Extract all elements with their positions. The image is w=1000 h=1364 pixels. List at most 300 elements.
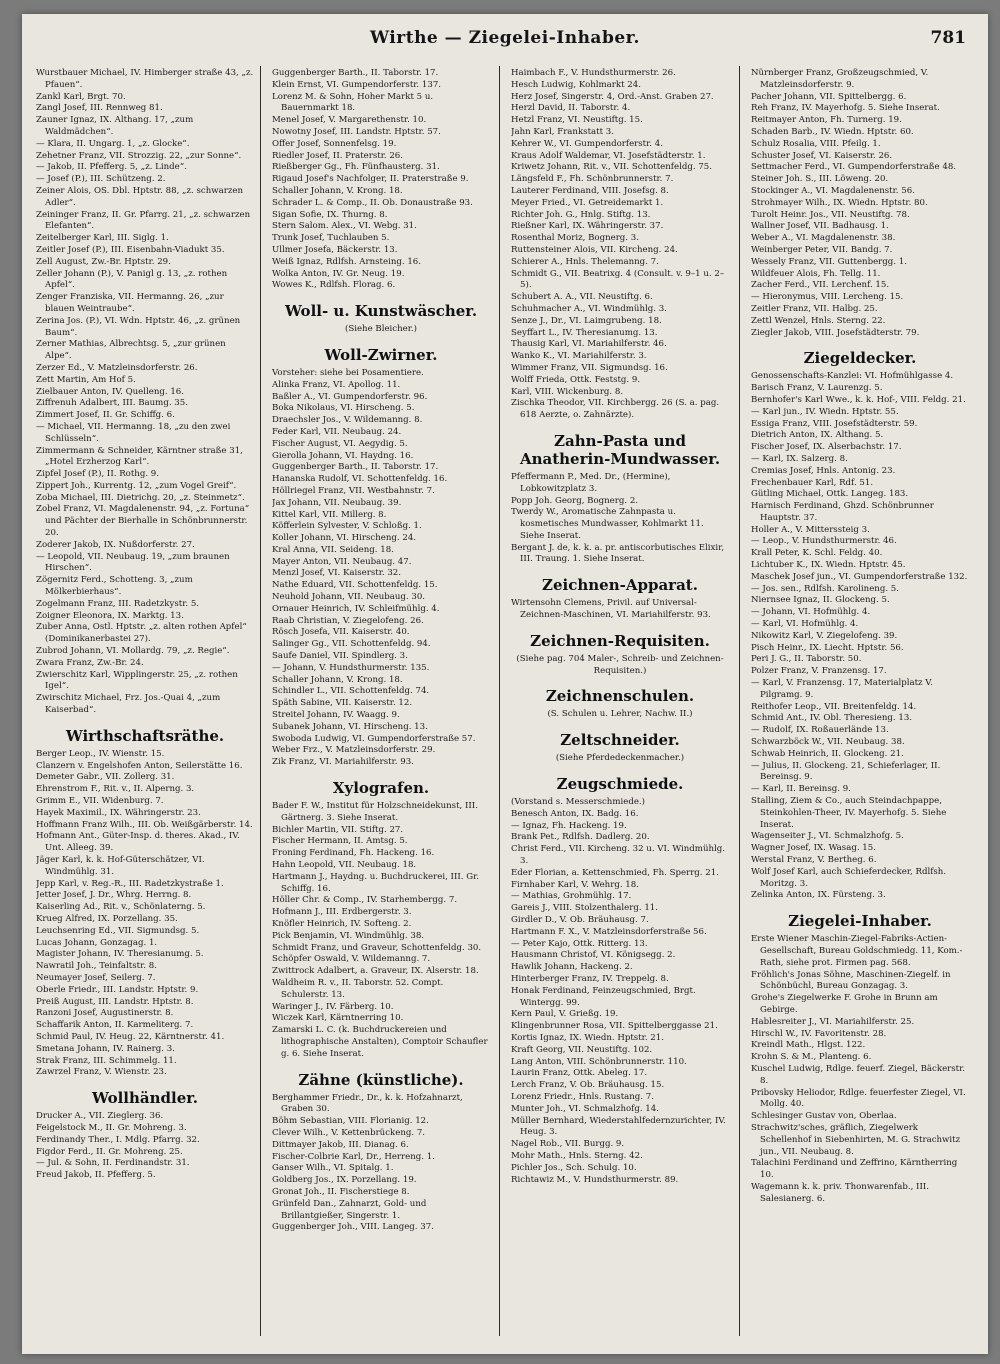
directory-entry: Twerdy W., Aromatische Zahnpasta u. kosmetisches Mundwasser, Kohlmarkt 11. Siehe Inserat. [511,507,704,541]
directory-entry: Strachwitz'sches, gräflich, Ziegelwerk Schellenhof in Siebenhirten, M. G. Strachwitz jun., VII. Neubaug. 8. [751,1122,961,1157]
section-heading: Wollhändler. [91,1089,199,1108]
directory-entry: Zamarski L. C. (k. Buchdruckereien und lithographische Anstalten), Comptoir Schaufler g. 6. Siehe Inserat. [272,1025,488,1059]
directory-entry: Maschek Josef jun., VI. Gumpendorferstraße 132. [751,571,968,582]
section-note: (Siehe Pferdedeckenmacher.) [555,753,685,764]
directory-entry: Zeininger Franz, II. Gr. Pfarrg. 21, „z. schwarzen Elefanten“. [36,209,251,232]
directory-entry: Freud Jakob, II. Pfefferg. 5. [36,1170,156,1181]
directory-entry: Zuber Anna, Ostl. Hptstr. „z. alten rothen Apfel“ (Dominikanerbastei 27). [36,622,247,645]
directory-entry: Zipfel Josef (P.), II. Rothg. 9. [36,469,159,480]
directory-entry: Jax Johann, VII. Neubaug. 39. [272,497,402,508]
directory-entry: Mayer Anton, VII. Neubaug. 47. [272,556,412,567]
directory-entry: — Karl, VI. Hofmühlg. 4. [751,619,859,630]
directory-entry: Meyer Fried., VI. Getreidemarkt 1. [511,197,664,208]
directory-entry: Reithofer Leop., VII. Breitenfeldg. 14. [751,701,917,712]
directory-entry: Riedler Josef, II. Praterstr. 26. [272,150,404,161]
section-heading: Xylografen. [332,779,430,798]
directory-entry: Schmidt Franz, und Graveur, Schottenfeldg. 30. [272,942,482,953]
directory-entry: Waldheim R. v., II. Taborstr. 52. Compt. Schulerstr. 13. [272,977,444,1000]
directory-entry: Harnisch Ferdinand, Ghzd. Schönbrunner Hauptstr. 37. [751,501,934,523]
directory-entry: Waringer J., IV. Färberg. 10. [272,1001,394,1012]
directory-entry: Kaiserling Ad., Rit. v., Schönlaterng. 5. [36,902,206,913]
directory-entry: Krueg Alfred, IX. Porzellang. 35. [36,913,178,924]
directory-entry: Zeiner Alois, OS. Dbl. Hptstr. 88, „z. schwarzen Adler“. [36,185,243,208]
directory-entry: — Michael, VII. Hermanng. 18, „zu den zwei Schlüsseln“. [36,421,231,444]
directory-entry: Hesch Ludwig, Kohlmarkt 24. [511,79,641,90]
directory-entry: — Ignaz, Fh. Hackeng. 19. [511,820,627,831]
directory-entry: Wagenseiter J., VI. Schmalzhofg. 5. [751,831,904,842]
directory-entry: Kriwetz Johann, Rit. v., VII. Schottenfeldg. 75. [511,162,712,173]
directory-entry: Berger Leop., IV. Wienstr. 15. [36,748,165,759]
section-note: (S. Schulen u. Lehrer, Nachw. II.) [547,709,693,720]
directory-entry: Hirschl W., IV. Favoritenstr. 28. [751,1028,887,1039]
directory-entry: Zeitelberger Karl, III. Siglg. 1. [36,233,169,244]
directory-entry: Kuschel Ludwig, Rdlge. feuerf. Ziegel, Bäckerstr. 8. [751,1063,966,1086]
directory-entry: Guggenberger Joh., VIII. Langeg. 37. [272,1222,434,1233]
directory-entry: Bernhofer's Karl Wwe., k. k. Hof-, VIII. Feldg. 21. [751,394,966,405]
directory-entry: Genossenschafts-Kanzlei: VI. Hofmühlgasse 4. [751,371,954,382]
directory-entry: Richter Joh. G., Hnlg. Stiftg. 13. [511,209,651,220]
directory-entry: Hofmann Ant., Güter-Insp. d. theres. Akad., IV. Unt. Alleeg. 39. [36,831,240,854]
directory-entry: Zerner Mathias, Albrechtsg. 5, „zur grünen Alpe“. [36,339,226,362]
directory-entry: Lorenz Friedr., Hnls. Rustang. 7. [511,1091,654,1102]
directory-entry: Zimmert Josef, II. Gr. Schiffg. 6. [36,410,175,421]
directory-entry: Hananska Rudolf, VI. Schottenfeldg. 16. [272,474,448,485]
directory-entry: Wurstbauer Michael, IV. Himberger straße 43, „z. Pfauen“. [36,68,254,90]
running-title: Wirthe — Ziegelei-Inhaber. [370,28,640,48]
directory-entry: Ziegler Jakob, VIII. Josefstädterstr. 79. [751,327,920,338]
directory-entry: Zogelmann Franz, III. Radetzkystr. 5. [36,598,200,609]
directory-entry: Haimbach F., V. Hundsthurmerstr. 26. [511,68,676,78]
directory-entry: Klingenbrunner Rosa, VII. Spittelberggasse 21. [511,1021,718,1032]
directory-entry: Zacher Ferd., VII. Lerchenf. 15. [751,280,890,291]
directory-entry: Kraus Adolf Waldemar, VI. Josefstädterstr. 1. [511,150,706,161]
directory-entry: Wolff Frieda, Ottk. Feststg. 9. [511,374,641,385]
directory-entry: Rießner Karl, IX. Währingerstr. 37. [511,221,664,232]
directory-entry: Zeller Johann (P.), V. Panigl g. 13, „z. rothen Apfel“. [36,268,228,291]
directory-entry: — Karl, II. Bereinsg. 9. [751,784,851,795]
directory-entry: Wessely Franz, VII. Guttenbergg. 1. [751,256,907,267]
directory-entry: — Jos. sen., Rdlfsh. Karolineng. 5. [751,583,899,594]
directory-entry: Hoffmann Franz Wilh., III. Ob. Weißgärberstr. 14. [36,819,253,830]
directory-entry: Goldberg Jos., IX. Porzellang. 19. [272,1175,417,1186]
directory-entry: Schmid Paul, IV. Heug. 22, Kärntnerstr. 41. [36,1031,225,1042]
directory-entry: Dittmayer Jakob, III. Dianag. 6. [272,1139,409,1150]
directory-entry: — Karl, IX. Salzerg. 8. [751,453,848,464]
directory-entry: Hausmann Christof, VI. Königsegg. 2. [511,950,676,961]
directory-entry: Subanek Johann, VI. Hirscheng. 13. [272,721,428,732]
directory-entry: Drucker A., VII. Zieglerg. 36. [36,1111,164,1122]
directory-entry: Zimmermann & Schneider, Kärntner straße 31, „Hotel Erzherzog Karl“. [36,445,243,468]
directory-entry: Späth Sabine, VII. Kaiserstr. 12. [272,698,413,709]
directory-entry: Raab Christian, V. Ziegelofeng. 26. [272,615,424,626]
directory-entry: Höller Chr. & Comp., IV. Starhembergg. 7. [272,895,458,906]
section-heading: Zahn-Pasta und Anatherin-Mundwasser. [519,431,721,468]
directory-entry: Sigan Sofie, IX. Thurng. 8. [272,209,388,220]
directory-entry: Nathe Eduard, VII. Schottenfeldg. 15. [272,580,438,591]
directory-entry: Seyffart L., IV. Theresianumg. 13. [511,327,658,338]
directory-entry: Clanzern v. Engelshofen Anton, Seilerstätte 16. [36,760,243,771]
directory-entry: Gütling Michael, Ottk. Langeg. 183. [751,489,909,500]
directory-entry: Vorsteher: siehe bei Posamentiere. [272,367,424,378]
directory-entry: Kortis Ignaz, IX. Wiedn. Hptstr. 21. [511,1033,664,1043]
directory-entry: Dietrich Anton, IX. Althang. 5. [751,430,884,441]
directory-entry: Zawrzel Franz, V. Wienstr. 23. [36,1067,167,1078]
directory-entry: Leuchsenring Ed., VII. Sigmundsg. 5. [36,925,200,936]
column-4 [751,68,969,1346]
directory-entry: Schmid Ant., IV. Obl. Theresieng. 13. [751,713,913,724]
section-heading: Ziegelei-Inhaber. [788,912,932,931]
directory-entry: Zwierschitz Karl, Wipplingerstr. 25, „z. rothen Igel“. [36,669,238,692]
directory-entry: Feigelstock M., II. Gr. Mohreng. 3. [36,1122,187,1133]
directory-entry: Knöfler Heinrich, IV. Softeng. 2. [272,919,412,929]
directory-entry: Oberle Friedr., III. Landstr. Hptstr. 9. [36,984,199,995]
directory-entry: — Rudolf, IX. Roßauerlände 13. [751,725,889,736]
directory-entry: Wanko K., VI. Mariahilferstr. 3. [511,351,647,362]
directory-entry: Köfferlein Sylvester, V. Schloßg. 1. [272,521,422,532]
directory-entry: Figdor Ferd., II. Gr. Mohreng. 25. [36,1146,183,1157]
directory-entry: Lorenz M. & Sohn, Hoher Markt 5 u. Bauernmarkt 18. [272,91,434,114]
directory-entry: Hofmann J., III. Erdbergerstr. 3. [272,907,412,918]
directory-entry: Müller Bernhard, Wiederstahlfedernzurichter, IV. Heug. 3. [511,1115,726,1138]
directory-entry: Schöpfer Oswald, V. Wildemanng. 7. [272,954,431,965]
directory-entry: Wiczek Karl, Kärntnerring 10. [272,1013,404,1024]
directory-entry: Salinger Gg., VII. Schottenfeldg. 94. [272,639,431,650]
directory-entry: Richtawiz M., V. Hundsthurmerstr. 89. [511,1174,679,1185]
column-divider [499,66,500,1336]
column-divider [739,66,740,1336]
section-heading: Zeichnenschulen. [545,687,695,706]
directory-entry: Pfeffermann P., Med. Dr., (Hermine), Lobkowitzplatz 3. [511,471,671,494]
directory-entry: Trunk Josef, Tuchlauben 5. [272,233,390,244]
directory-entry: Zubrod Johann, VI. Mollardg. 79, „z. Regie“. [36,646,230,657]
directory-entry: Zobel Franz, VI. Magdalenenstr. 94, „z. Fortuna“ und Pächter der Bierhalle in Schönbrunnerstr. 20. [36,504,250,539]
section-heading: Zeichnen-Apparat. [542,576,698,595]
directory-entry: Kehrer W., VI. Gumpendorferstr. 4. [511,138,663,149]
directory-entry: Smetana Johann, IV. Rainerg. 3. [36,1043,175,1054]
directory-entry: Bergant J. de, k. k. a. pr. antiscorbutisches Elixir, III. Traung. 1. Siehe Inserat. [511,542,725,565]
directory-entry: Wowes K., Rdlfsh. Florag. 6. [272,280,396,291]
directory-entry: Grohe's Ziegelwerke F. Grohe in Brunn am Gebirge. [751,993,938,1015]
directory-entry: Ranzoni Josef, Augustinerstr. 8. [36,1008,174,1019]
directory-entry: Rießberger Gg., Fh. Fünfhausterg. 31. [272,162,440,173]
directory-entry: Stockinger A., VI. Magdalenenstr. 56. [751,185,915,196]
directory-entry: Ziffrenuh Adalbert, III. Baumg. 35. [36,398,188,409]
directory-entry: Schuster Josef, VI. Kaiserstr. 26. [751,150,893,161]
directory-entry: Karl, VIII. Wickenburg. 8. [511,386,624,397]
directory-entry: Zögernitz Ferd., Schotteng. 3, „zum Mölkerbierhaus“. [36,575,193,598]
directory-entry: Pisch Heinr., IX. Liecht. Hptstr. 56. [751,642,904,653]
directory-entry: Jepp Karl, v. Reg.-R., III. Radetzkystraße 1. [36,878,224,889]
directory-entry: Wolka Anton, IV. Gr. Neug. 19. [272,268,405,279]
directory-entry: Nawratil Joh., Teinfaltstr. 8. [36,961,157,972]
directory-entry: — Johann, V. Hundsthurmerstr. 135. [272,662,430,673]
directory-entry: Lauterer Ferdinand, VIII. Josefsg. 8. [511,185,669,196]
directory-entry: — Josef (P.), III. Schützeng. 2. [36,174,166,185]
directory-entry: Lichtuber K., IX. Wiedn. Hptstr. 45. [751,560,906,571]
directory-entry: Zettl Wenzel, Hnls. Sterng. 22. [751,315,886,326]
directory-entry: Feder Karl, VII. Neubaug. 24. [272,426,402,437]
section-note: (Siehe pag. 704 Maler-, Schreib- und Zeichnen-Requisiten.) [516,653,724,676]
directory-entry: — Karl, V. Franzensg. 17, Materialplatz V. Pilgramg. 9. [751,678,933,700]
directory-entry: Zwittrock Adalbert, a. Graveur, IX. Alserstr. 18. [272,966,479,977]
directory-entry: Offer Josef, Sonnenfelsg. 19. [272,138,397,149]
directory-entry: Hayek Maximil., IX. Währingerstr. 23. [36,807,201,818]
directory-entry: Demeter Gabr., VII. Zollerg. 31. [36,772,175,783]
directory-entry: Nowotny Josef, III. Landstr. Hptstr. 57. [272,126,441,137]
column-divider [260,66,261,1336]
directory-entry: Hartmann J., Haydng. u. Buchdruckerei, III. Gr. Schiffg. 16. [272,871,479,894]
directory-entry: Zeitler Franz, VII. Halbg. 25. [751,303,878,314]
directory-entry: — Karl jun., IV. Wiedn. Hptstr. 55. [751,406,899,417]
directory-entry: Fischer Hermann, II. Amtsg. 5. [272,836,408,847]
directory-entry: Weber Frz., V. Matzleinsdorferstr. 29. [272,745,436,756]
directory-entry: Hetzl Franz, VI. Neustiftg. 15. [511,115,643,126]
directory-entry: Peri J. G., II. Taborstr. 50. [751,654,862,665]
directory-entry: Zik Franz, VI. Mariahilferstr. 93. [272,757,414,768]
directory-entry: Schaller Johann, V. Krong. 18. [272,185,403,196]
directory-entry: Weinberger Peter, VII. Bandg. 7. [751,244,893,255]
directory-entry: Thausig Karl, VI. Mariahilferstr. 46. [511,339,667,350]
directory-entry: Nürnberger Franz, Großzeugschmied, V. Matzleinsdorferstr. 9. [751,68,929,90]
directory-entry: Schaffarik Anton, II. Karmeliterg. 7. [36,1020,194,1031]
directory-entry: Barisch Franz, V. Laurenzg. 5. [751,383,883,394]
directory-entry: Zischka Theodor, VII. Kirchbergg. 26 (S. a. pag. 618 Aerzte, o. Zahnärzte). [511,398,720,421]
directory-entry: Jetter Josef, J. Dr., Whrg. Herrng. 8. [36,890,192,901]
directory-entry: Wagemann k. k. priv. Thonwarenfab., III. Salesianerg. 6. [751,1181,929,1204]
section-heading: Woll-Zwirner. [324,345,438,364]
directory-entry: — Johann, VI. Hofmühlg. 4. [751,607,871,618]
directory-entry: Lucas Johann, Gonzagag. 1. [36,937,158,948]
directory-entry: Bader F. W., Institut für Holzschneidekunst, III. Gärtnerg. 3. Siehe Inserat. [272,801,478,823]
directory-entry: Herzl David, II. Taborstr. 4. [511,103,631,114]
directory-entry: Wimmer Franz, VII. Sigmundsg. 16. [511,362,668,373]
directory-entry: Kern Paul, V. Grießg. 19. [511,1009,619,1020]
directory-entry: Turolt Heinr. Jos., VII. Neustiftg. 78. [751,209,910,220]
directory-entry: Schulz Rosalia, VIII. Pfeilg. 1. [751,138,881,149]
section-heading: Woll- u. Kunstwäscher. [284,302,478,321]
directory-entry: Stalling, Ziem & Co., auch Steindachpappe, Steinkohlen-Theer, IV. Mayerhofg. 5. Siehe Inserat. [751,796,947,830]
directory-entry: Grünfeld Dan., Zahnarzt, Gold- und Brillantgießer, Singerstr. 1. [272,1198,427,1221]
page-header [22,28,988,58]
directory-entry: Mohr Math., Hnls. Sterng. 42. [511,1150,643,1161]
section-note: (Siehe Bleicher.) [344,324,417,335]
directory-entry: Werstal Franz, V. Bertheg. 6. [751,855,877,865]
directory-entry: Wildfeuer Alois, Fh. Tellg. 11. [751,268,881,279]
directory-entry: Laurin Franz, Ottk. Abeleg. 17. [511,1068,648,1079]
directory-entry: Brank Pet., Rdlfsh. Dadlerg. 20. [511,832,650,843]
directory-entry: Weber A., VI. Magdalenenstr. 38. [751,233,896,244]
directory-entry: Kral Anna, VII. Seideng. 18. [272,544,394,555]
directory-entry: Zett Martin, Am Hof 5. [36,374,136,385]
directory-entry: Neumayer Josef, Seilerg. 7. [36,972,156,983]
directory-entry: Eder Florian, a. Kettenschmied, Fh. Sperrg. 21. [511,867,719,878]
directory-entry: Wolf Josef Karl, auch Schieferdecker, Rdlfsh. Moritzg. 3. [751,866,947,889]
directory-entry: — Mathias, Grohmühlg. 17. [511,891,632,902]
directory-entry: Christ Ferd., VII. Kircheng. 32 u. VI. Windmühlg. 3. [511,844,726,867]
directory-entry: Längsfeld F., Fh. Schönbrunnerstr. 7. [511,174,674,185]
directory-entry: Schindler L., VII. Schottenfeldg. 74. [272,686,430,697]
directory-entry: Jahn Karl, Frankstatt 3. [511,126,614,137]
directory-entry: Saufe Daniel, VII. Spindlerg. 3. [272,651,408,662]
directory-entry: Alinka Franz, VI. Apollog. 11. [272,379,401,390]
directory-entry: Steiner Joh. S., III. Löweng. 20. [751,174,889,185]
directory-entry: Hawlik Johann, Hackeng. 2. [511,962,633,973]
directory-entry: Essiga Franz, VIII. Josefstädterstr. 59. [751,418,918,429]
directory-entry: Pick Benjamin, VI. Windmühlg. 38. [272,930,425,941]
directory-entry: Nagel Rob., VII. Burgg. 9. [511,1139,625,1150]
directory-entry: Zoderer Jakob, IX. Nußdorferstr. 27. [36,539,195,550]
directory-entry: Pribovsky Heliodor, Rdlge. feuerfester Ziegel, VI. Mollg. 40. [751,1087,966,1110]
directory-entry: Erste Wiener Maschin-Ziegel-Fabriks-Actien-Gesellschaft, Bureau Goldschmiedg. 11, Kom.-Rath, siehe prot. Firmen pag. 568. [751,934,963,968]
directory-entry: Hahn Leopold, VII. Neubaug. 18. [272,860,417,871]
directory-entry: Ullmer Josefa, Bäckerstr. 13. [272,244,398,255]
directory-entry: Zoba Michael, III. Dietrichg. 20, „z. Steinmetz“. [36,492,245,503]
directory-entry: Frechenbauer Karl, Rdf. 51. [751,477,874,488]
column-3 [511,68,729,1346]
directory-entry: Fröhlich's Jonas Söhne, Maschinen-Ziegelf. in Schönbüchl, Bureau Gonzagag. 3. [751,969,951,992]
directory-entry: Zerina Jos. (P.), VI. Wdn. Hptstr. 46, „z. grünen Baum“. [36,315,241,338]
directory-entry: Schubert A. A., VII. Neustiftg. 6. [511,292,653,303]
directory-entry: Zehetner Franz, VII. Strozzig. 22, „zur Sonne“. [36,150,242,161]
directory-entry: Ornauer Heinrich, IV. Schleifmühlg. 4. [272,603,440,614]
directory-entry: Hartmann F. X., V. Matzleinsdorferstraße 56. [511,926,707,937]
directory-page [22,14,988,1354]
directory-entry: Polzer Franz, V. Franzensg. 17. [751,666,887,677]
directory-entry: Cremias Josef, Hnls. Antonig. 23. [751,465,896,476]
directory-entry: Honak Ferdinand, Feinzeugschmied, Brgt. Wintergg. 99. [511,985,696,1008]
directory-entry: Schrader L. & Comp., II. Ob. Donaustraße 93. [272,197,473,208]
directory-entry: Koller Johann, VI. Hirscheng. 24. [272,533,417,544]
directory-entry: — Jakob, II. Pfefferg. 5, „z. Linde“. [36,162,187,173]
directory-entry: Settmacher Ferd., VI. Gumpendorferstraße 48. [751,162,957,173]
directory-entry: Zangl Josef, III. Rennweg 81. [36,103,163,114]
section-heading: Ziegeldecker. [803,349,917,368]
directory-entry: Krall Peter, K. Schl. Feldg. 40. [751,548,883,559]
section-heading: Wirthschaftsräthe. [65,726,225,745]
directory-entry: Baßler A., VI. Gumpendorferstr. 96. [272,391,428,402]
directory-entry: Reh Franz, IV. Mayerhofg. 5. Siehe Inserat. [751,103,940,114]
section-heading: Zeltschneider. [560,731,680,750]
directory-entry: Stern Salom. Alex., VI. Webg. 31. [272,221,417,232]
directory-entry: Gareis J., VIII. Stolzenthalerg. 11. [511,903,658,914]
directory-entry: Zerzer Ed., V. Matzleinsdorferstr. 26. [36,362,198,373]
directory-entry: Berghammer Friedr., Dr., k. k. Hofzahnarzt, Graben 30. [272,1092,463,1115]
directory-entry: — Leop., V. Hundsthurmerstr. 46. [751,536,897,547]
directory-entry: Menel Josef, V. Margarethenstr. 10. [272,115,427,126]
directory-entry: — Leopold, VII. Neubaug. 19, „zum braunen Hirschen“. [36,551,230,574]
directory-entry: Lang Anton, VIII. Schönbrunnerstr. 110. [511,1056,687,1067]
directory-entry: — Jul. & Sohn, II. Ferdinandstr. 31. [36,1158,190,1169]
directory-entry: Gierolla Johann, VI. Haydng. 16. [272,450,414,461]
directory-entry: Gronat Joh., II. Fischerstiege 8. [272,1186,410,1197]
directory-entry: Guggenberger Barth., II. Taborstr. 17. [272,68,439,78]
directory-entry: Bichler Martin, VII. Stiftg. 27. [272,824,404,835]
directory-entry: — Julius, II. Glockeng. 21, Schieferlager, II. Bereinsg. 9. [751,760,941,783]
directory-entry: Fischer Josef, IX. Alserbachstr. 17. [751,442,902,453]
directory-entry: Zoigner Eleonora, IX. Marktg. 13. [36,610,184,621]
directory-entry: Schaden Barb., IV. Wiedn. Hptstr. 60. [751,126,914,137]
directory-entry: Schmidt G., VII. Beatrixg. 4 (Consult. v. 9–1 u. 2–5). [511,268,725,291]
directory-entry: Wirtensohn Clemens, Privil. auf Universal-Zeichnen-Maschinen, VI. Mariahilferstr. 93. [511,598,711,621]
directory-entry: Pacher Johann, VII. Spittelbergg. 6. [751,91,907,102]
directory-entry: Swoboda Ludwig, VI. Gumpendorferstraße 57. [272,733,476,744]
directory-entry: Ruttensteiner Alois, VII. Kircheng. 24. [511,244,678,255]
directory-entry: Zielbauer Anton, IV. Quelleng. 16. [36,386,184,397]
directory-entry: Guggenberger Barth., II. Taborstr. 17. [272,462,439,473]
directory-entry: Zeitler Josef (P.), III. Eisenbahn-Viadukt 35. [36,244,225,255]
directory-entry: Firnhaber Karl, V. Wehrg. 18. [511,879,639,890]
directory-entry: Zauner Ignaz, IX. Althang. 17, „zum Waldmädchen“. [36,115,194,137]
page-number: 781 [930,28,966,48]
directory-entry: Draechsler Jos., V. Wildemanng. 8. [272,415,423,426]
directory-entry: Rösch Josefa, VII. Kaiserstr. 40. [272,627,410,638]
directory-entry: Fischer August, VI. Aegydig. 5. [272,438,408,449]
directory-entry: Zankl Karl, Brgt. 70. [36,91,126,102]
directory-entry: Neuhold Johann, VII. Neubaug. 30. [272,592,426,603]
directory-entry: Wagner Josef, IX. Wasag. 15. [751,843,876,854]
directory-entry: Ehrenstrom F., Rit. v., II. Alperng. 3. [36,784,195,795]
directory-entry: Kittel Karl, VII. Millerg. 8. [272,509,387,520]
directory-entry: Nikowitz Karl, V. Ziegelofeng. 39. [751,630,898,641]
directory-entry: Benesch Anton, IX. Badg. 16. [511,808,639,819]
directory-entry: Reitmayer Anton, Fh. Turnerg. 19. [751,115,902,126]
section-heading: Zeugschmiede. [556,775,684,794]
directory-entry: Kraft Georg, VII. Neustiftg. 102. [511,1044,653,1055]
directory-entry: (Vorstand s. Messerschmiede.) [511,797,645,808]
directory-entry: Girdler D., V. Ob. Bräuhausg. 7. [511,915,649,926]
directory-entry: Pichler Jos., Sch. Schulg. 10. [511,1162,637,1173]
directory-entry: — Peter Kajo, Ottk. Ritterg. 13. [511,938,648,949]
directory-entry: Krohn S. & M., Planteng. 6. [751,1052,872,1063]
directory-entry: Höllriegel Franz, VII. Westbahnstr. 7. [272,485,435,496]
directory-entry: Zenger Franziska, VII. Hermanng. 26, „zur blauen Weintraube“. [36,292,224,314]
directory-entry: Lerch Franz, V. Ob. Bräuhausg. 15. [511,1080,665,1091]
directory-entry: Schwab Heinrich, II. Glockeng. 21. [751,748,904,759]
directory-entry: Zell August, Zw.-Br. Hptstr. 29. [36,256,171,267]
directory-entry: Schuhmacher A., VI. Windmühlg. 3. [511,303,667,314]
section-heading: Zähne (künstliche). [298,1070,464,1089]
directory-entry: Fischer-Colbrie Karl, Dr., Herreng. 1. [272,1151,435,1162]
directory-entry: — Hieronymus, VIII. Lercheng. 15. [751,292,904,303]
directory-entry: Ferdinandy Ther., I. Mdlg. Pfarrg. 32. [36,1134,200,1145]
directory-entry: Strak Franz, III. Schimmelg. 11. [36,1055,177,1066]
directory-entry: Grimm E., VII. Widenburg. 7. [36,796,164,807]
directory-entry: — Klara, II. Ungarg. 1, „z. Glocke“. [36,138,190,149]
directory-entry: Rigaud Josef's Nachfolger, II. Praterstraße 9. [272,174,469,185]
directory-entry: Schwarzböck W., VII. Neubaug. 38. [751,737,905,748]
directory-entry: Popp Joh. Georg, Bognerg. 2. [511,495,639,506]
directory-entry: Schlesinger Gustav von, Oberlaa. [751,1111,897,1122]
directory-entry: Senze J., Dr., VI. Laimgrubeng. 18. [511,315,662,326]
directory-entry: Magister Johann, IV. Theresianumg. 5. [36,949,204,960]
directory-entry: Menzl Josef, VI. Kaiserstr. 32. [272,568,401,579]
directory-entry: Ganser Wilh., VI. Spitalg. 1. [272,1163,394,1174]
directory-entry: Munter Joh., VI. Schmalzhofg. 14. [511,1103,659,1114]
directory-entry: Clever Wilh., V. Kettenbrückeng. 7. [272,1127,426,1138]
directory-entry: Preiß August, III. Landstr. Hptstr. 8. [36,996,194,1007]
directory-entry: Strohmayer Wilh., IX. Wiedn. Hptstr. 80. [751,197,928,208]
directory-entry: Hablesreiter J., VI. Mariahilferstr. 25. [751,1016,915,1027]
directory-entry: Weiß Ignaz, Rdlfsh. Arnsteing. 16. [272,256,422,267]
directory-entry: Zwirschitz Michael, Frz. Jos.-Quai 4, „zum Kaiserbad“. [36,693,221,716]
directory-entry: Herz Josef, Singerstr. 4, Ord.-Anst. Graben 27. [511,91,714,102]
directory-entry: Talachini Ferdinand und Zeffrino, Kärntherring 10. [751,1158,958,1181]
directory-entry: Zwara Franz, Zw.-Br. 24. [36,657,144,668]
directory-entry: Kreindl Math., Hlgst. 122. [751,1040,866,1051]
directory-entry: Schaller Johann, V. Krong. 18. [272,674,403,685]
directory-entry: Klein Ernst, VI. Gumpendorferstr. 137. [272,79,442,90]
directory-entry: Böhm Sebastian, VIII. Florianig. 12. [272,1116,429,1127]
